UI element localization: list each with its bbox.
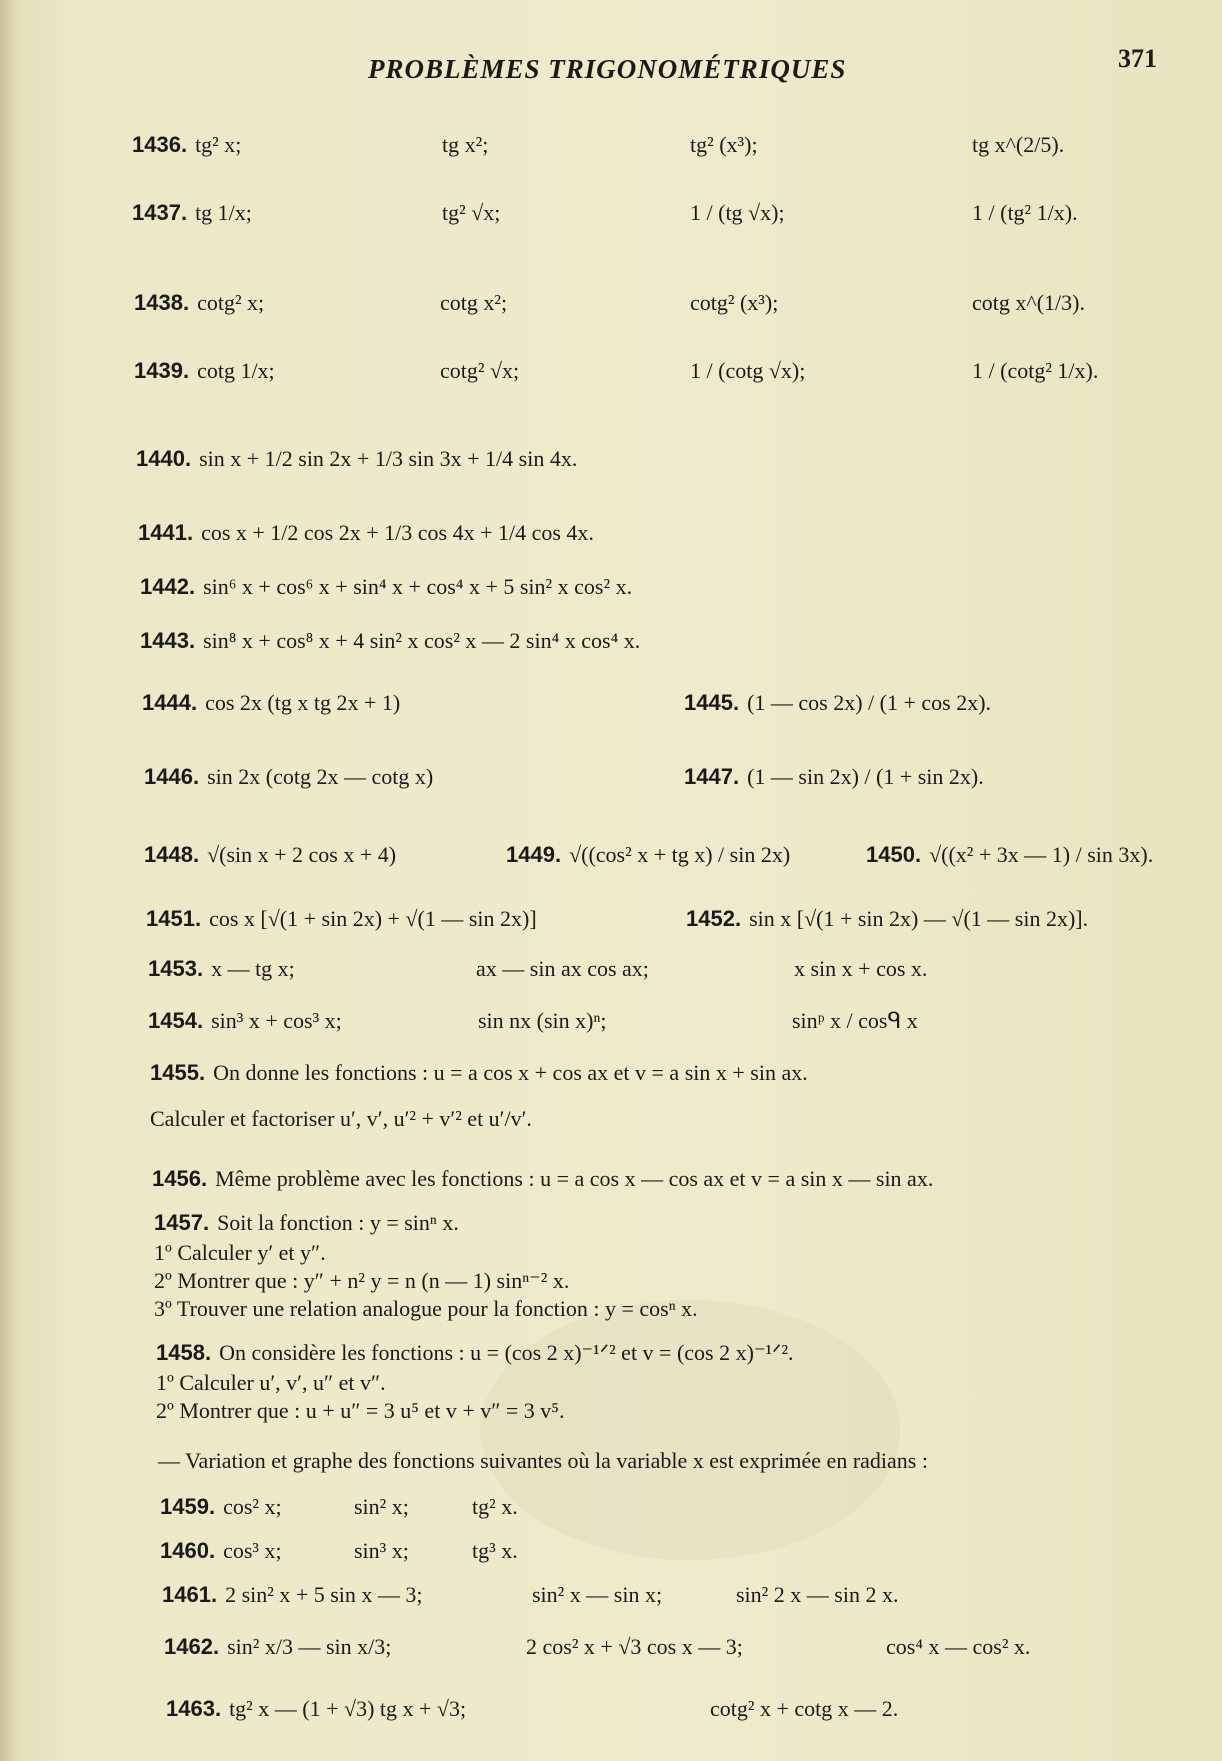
exercise-number: 1448. bbox=[144, 842, 200, 867]
expression: tg² x. bbox=[472, 1494, 518, 1519]
expression: sin 2x (cotg 2x — cotg x) bbox=[207, 764, 434, 789]
exercise-number: 1436. bbox=[132, 132, 188, 157]
expression: cotg² (x³); bbox=[690, 290, 779, 315]
expression: 1 / (tg² 1/x). bbox=[972, 200, 1078, 225]
statement: Même problème avec les fonctions : u = a cos x — cos ax et v = a sin x — sin ax. bbox=[215, 1166, 934, 1191]
expression: tg² √x; bbox=[442, 200, 501, 225]
exercise-number: 1453. bbox=[148, 956, 204, 981]
exercise-number: 1455. bbox=[150, 1060, 206, 1085]
expression: cos x [√(1 + sin 2x) + √(1 — sin 2x)] bbox=[209, 906, 537, 931]
expression: √((cos² x + tg x) / sin 2x) bbox=[569, 842, 791, 867]
expression: tg 1/x; bbox=[195, 200, 252, 225]
exercise-number: 1443. bbox=[140, 628, 196, 653]
expression: cotg² x + cotg x — 2. bbox=[710, 1696, 899, 1721]
expression: sin² x/3 — sin x/3; bbox=[227, 1634, 392, 1659]
expression: sin x [√(1 + sin 2x) — √(1 — sin 2x)]. bbox=[749, 906, 1089, 931]
expression: cotg² √x; bbox=[440, 358, 520, 383]
expression: cotg 1/x; bbox=[197, 358, 275, 383]
exercise-number: 1457. bbox=[154, 1210, 210, 1235]
exercise-number: 1446. bbox=[144, 764, 200, 789]
expression: tg² x — (1 + √3) tg x + √3; bbox=[229, 1696, 467, 1721]
running-title: PROBLÈMES TRIGONOMÉTRIQUES bbox=[368, 54, 847, 84]
statement: 2º Montrer que : u + u″ = 3 u⁵ et v + v″ = 3 v⁵. bbox=[156, 1398, 565, 1423]
expression: (1 — cos 2x) / (1 + cos 2x). bbox=[747, 690, 992, 715]
exercise-number: 1452. bbox=[686, 906, 742, 931]
expression: √(sin x + 2 cos x + 4) bbox=[207, 842, 397, 867]
exercise-number: 1445. bbox=[684, 690, 740, 715]
exercise-number: 1439. bbox=[134, 358, 190, 383]
exercise-number: 1454. bbox=[148, 1008, 204, 1033]
exercise-number: 1450. bbox=[866, 842, 922, 867]
expression: tg x^(2/5). bbox=[972, 132, 1065, 157]
page-number: 371 bbox=[1118, 44, 1157, 73]
expression: (1 — sin 2x) / (1 + sin 2x). bbox=[747, 764, 984, 789]
statement: Soit la fonction : y = sinⁿ x. bbox=[217, 1210, 459, 1235]
expression: cos 2x (tg x tg 2x + 1) bbox=[205, 690, 401, 715]
expression: cos⁴ x — cos² x. bbox=[886, 1634, 1031, 1659]
exercise-number: 1451. bbox=[146, 906, 202, 931]
exercise-number: 1438. bbox=[134, 290, 190, 315]
expression: sin³ x; bbox=[354, 1538, 409, 1563]
exercise-number: 1444. bbox=[142, 690, 198, 715]
expression: 2 sin² x + 5 sin x — 3; bbox=[225, 1582, 423, 1607]
statement: 1º Calculer u′, v′, u″ et v″. bbox=[156, 1370, 386, 1395]
expression: tg x²; bbox=[442, 132, 489, 157]
paper-stain bbox=[480, 1300, 900, 1560]
expression: sin² x; bbox=[354, 1494, 409, 1519]
expression: 1 / (tg √x); bbox=[690, 200, 785, 225]
exercise-number: 1441. bbox=[138, 520, 194, 545]
expression: tg³ x. bbox=[472, 1538, 518, 1563]
exercise-number: 1449. bbox=[506, 842, 562, 867]
page-gutter-shadow bbox=[0, 0, 18, 1761]
expression: cos³ x; bbox=[223, 1538, 282, 1563]
expression: sin³ x + cos³ x; bbox=[211, 1008, 342, 1033]
statement: 3º Trouver une relation analogue pour la fonction : y = cosⁿ x. bbox=[154, 1296, 698, 1321]
expression: sin² 2 x — sin 2 x. bbox=[736, 1582, 899, 1607]
statement: Calculer et factoriser u′, v′, u′² + v′² et u′/v′. bbox=[150, 1106, 532, 1131]
expression: cos² x; bbox=[223, 1494, 282, 1519]
expression: sin² x — sin x; bbox=[532, 1582, 663, 1607]
expression: 1 / (cotg √x); bbox=[690, 358, 806, 383]
page-header bbox=[0, 44, 1222, 84]
expression: cos x + 1/2 cos 2x + 1/3 cos 4x + 1/4 cos 4x. bbox=[201, 520, 594, 545]
expression: ax — sin ax cos ax; bbox=[476, 956, 649, 981]
expression: sin⁶ x + cos⁶ x + sin⁴ x + cos⁴ x + 5 sin² x cos² x. bbox=[203, 574, 633, 599]
exercise-number: 1463. bbox=[166, 1696, 222, 1721]
exercise-number: 1461. bbox=[162, 1582, 218, 1607]
expression: cotg x^(1/3). bbox=[972, 290, 1085, 315]
exercise-number: 1458. bbox=[156, 1340, 212, 1365]
expression: tg² (x³); bbox=[690, 132, 758, 157]
expression: cotg x²; bbox=[440, 290, 508, 315]
statement: On considère les fonctions : u = (cos 2 x)⁻¹ᐟ² et v = (cos 2 x)⁻¹ᐟ². bbox=[219, 1340, 794, 1365]
section-heading: — Variation et graphe des fonctions suivantes où la variable x est exprimée en radians : bbox=[158, 1448, 928, 1473]
expression: cotg² x; bbox=[197, 290, 265, 315]
expression: tg² x; bbox=[195, 132, 242, 157]
exercise-number: 1460. bbox=[160, 1538, 216, 1563]
expression: √((x² + 3x — 1) / sin 3x). bbox=[929, 842, 1154, 867]
exercise-number: 1447. bbox=[684, 764, 740, 789]
exercise-number: 1456. bbox=[152, 1166, 208, 1191]
exercise-number: 1437. bbox=[132, 200, 188, 225]
expression: sin nx (sin x)ⁿ; bbox=[478, 1008, 607, 1033]
statement: On donne les fonctions : u = a cos x + cos ax et v = a sin x + sin ax. bbox=[213, 1060, 808, 1085]
exercise-number: 1459. bbox=[160, 1494, 216, 1519]
statement: 2º Montrer que : y″ + n² y = n (n — 1) sinⁿ⁻² x. bbox=[154, 1268, 570, 1293]
exercise-number: 1462. bbox=[164, 1634, 220, 1659]
expression: sin⁸ x + cos⁸ x + 4 sin² x cos² x — 2 sin⁴ x cos⁴ x. bbox=[203, 628, 641, 653]
expression: 1 / (cotg² 1/x). bbox=[972, 358, 1099, 383]
exercise-number: 1442. bbox=[140, 574, 196, 599]
exercise-number: 1440. bbox=[136, 446, 192, 471]
expression: sinᵖ x / cosᑫ x bbox=[792, 1008, 918, 1033]
expression: sin x + 1/2 sin 2x + 1/3 sin 3x + 1/4 sin 4x. bbox=[199, 446, 578, 471]
statement: 1º Calculer y′ et y″. bbox=[154, 1240, 326, 1265]
expression: x — tg x; bbox=[211, 956, 295, 981]
expression: 2 cos² x + √3 cos x — 3; bbox=[526, 1634, 743, 1659]
expression: x sin x + cos x. bbox=[794, 956, 928, 981]
